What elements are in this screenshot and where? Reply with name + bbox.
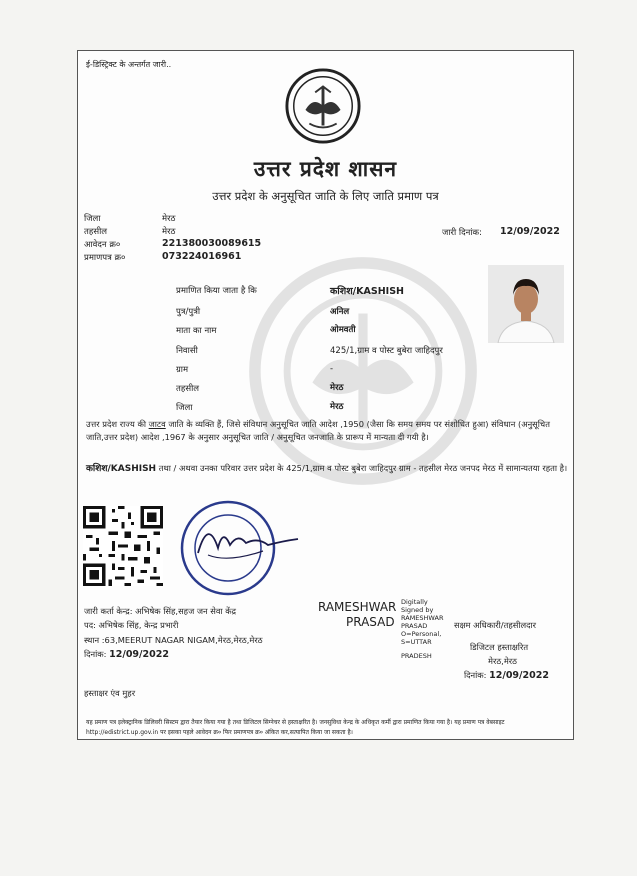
officer-title: सक्षम अधिकारी/तहसीलदार [454,620,537,630]
issuer-date-label: दिनांक: [84,649,107,659]
tehsil-label: तहसील [84,227,108,237]
residence-applicant-name: कशिश/KASHISH [86,464,157,474]
tehsil-value: मेरठ [162,227,176,237]
officer-date-label: दिनांक: [464,670,487,680]
detail-tehsil-value: मेरठ [330,383,344,393]
sign-and-seal-label: हस्ताक्षर एंव मुहर [84,688,136,698]
up-state-emblem-icon [284,67,362,145]
parent-label: पुत्र/पुत्री [176,307,201,317]
digital-sig-text [401,598,443,660]
application-number: 221380030089615 [162,238,262,249]
certified-label: प्रमाणित किया जाता है कि [176,286,257,296]
qr-code-icon [83,506,163,586]
caste-name: जाटव [148,419,166,429]
certificate-page [77,50,574,740]
caste-statement-prefix: उत्तर प्रदेश राज्य की [86,419,149,429]
digital-sig-line: O=Personal, [401,630,442,638]
officer-date-value: 12/09/2022 [489,670,549,681]
residence-statement-body: तथा / अथवा उनका परिवार उत्तर प्रदेश के 425/1,ग्राम व पोस्ट बुबेरा जाहिदपुर ग्राम - तहसील मेरठ जनपद मेरठ में सामान्यतया रहता है। [156,463,568,473]
verification-footer: यह प्रमाण पत्र इलेक्ट्रानिक डिलिवरी सिस्टम द्वारा तैयार किया गया है तथा डिजिटल सिग्नेचर से हस्ताक्षरित है। जनसुविधा केन्द्र के अधिकृत कर्मी द्वारा प्रमाणित किया गया है। यह प्रमाण पत्र वेबसाइट http://edistrict.up.gov.in पर इसका पहले आवेदन क्र० फिर प्रमाणपत्र क्र० अंकित कर,सत्यापित किया जा सकता है। [86,719,505,736]
issue-date-label: जारी दिनांक: [442,228,482,238]
digital-sig-line: PRADESH [401,652,432,660]
issue-date-value: 12/09/2022 [500,226,560,237]
digital-sig-line: S=UTTAR [401,638,432,646]
officer-date [464,670,549,681]
caste-statement [86,418,568,444]
issuing-centre: जारी कर्ता केन्द्र: अभिषेक सिंह,सहज जन सेवा केंद्र [84,606,237,616]
issuer-place: स्थान :63,MEERUT NAGAR NIGAM,मेरठ,मेरठ,मेरठ [84,635,263,645]
issued-under-note: ई-डिस्ट्रिक्ट के अन्तर्गत जारी.. [86,60,172,69]
caste-statement-body: जाति के व्यक्ति हैं, जिसे संविधान अनुसूचित जाति आदेश ,1950 (जैसा कि समय समय पर संशोधित हुआ) संविधान (अनुसूचित जाति,उत्तर प्रदेश) आदेश ,1967 के अनुसार अनुसूचित जाति / अनुसूचित जनजाति के प्रारूप में मान्यता दी गयी है। [86,419,550,442]
village-value: - [330,364,334,374]
applicant-photo [488,265,564,343]
issuer-post: पद: अभिषेक सिंह, केन्द्र प्रभारी [84,620,179,630]
certificate-label: प्रमाणपत्र क्र० [84,253,126,263]
signer-name-line2: PRASAD [346,615,395,629]
parent-name: अनिल [330,307,350,317]
certificate-subtitle: उत्तर प्रदेश के अनुसूचित जाति के लिए जाति प्रमाण पत्र [212,189,439,203]
page-title: उत्तर प्रदेश शासन [253,157,398,181]
officer-place: मेरठ,मेरठ [488,656,517,666]
detail-tehsil-label: तहसील [176,384,200,394]
detail-district-value: मेरठ [330,402,344,412]
application-label: आवेदन क्र० [84,240,121,250]
district-value: मेरठ [162,214,176,224]
issuer-date [84,649,169,660]
jan-seva-kendra-stamp-icon [168,493,303,603]
village-label: ग्राम [176,365,189,375]
officer-digital: डिजिटल हस्ताक्षरित [470,642,529,652]
digital-sig-line: RAMESHWAR [401,614,444,622]
residence-statement [86,462,568,476]
resident-label: निवासी [176,346,198,356]
detail-district-label: जिला [176,403,193,413]
digital-sig-line: Digitally [401,598,428,606]
signer-name-line1: RAMESHWAR [318,600,397,614]
applicant-name: कशिश/KASHISH [330,286,404,297]
mother-name: ओमवती [330,325,356,335]
certificate-number: 073224016961 [162,251,242,262]
digital-sig-line: Signed by [401,606,434,614]
digital-sig-line: PRASAD [401,622,428,630]
resident-address: 425/1,ग्राम व पोस्ट बुबेरा जाहिदपुर [330,346,443,356]
mother-label: माता का नाम [176,326,217,336]
district-label: जिला [84,214,101,224]
issuer-date-value: 12/09/2022 [109,649,169,660]
